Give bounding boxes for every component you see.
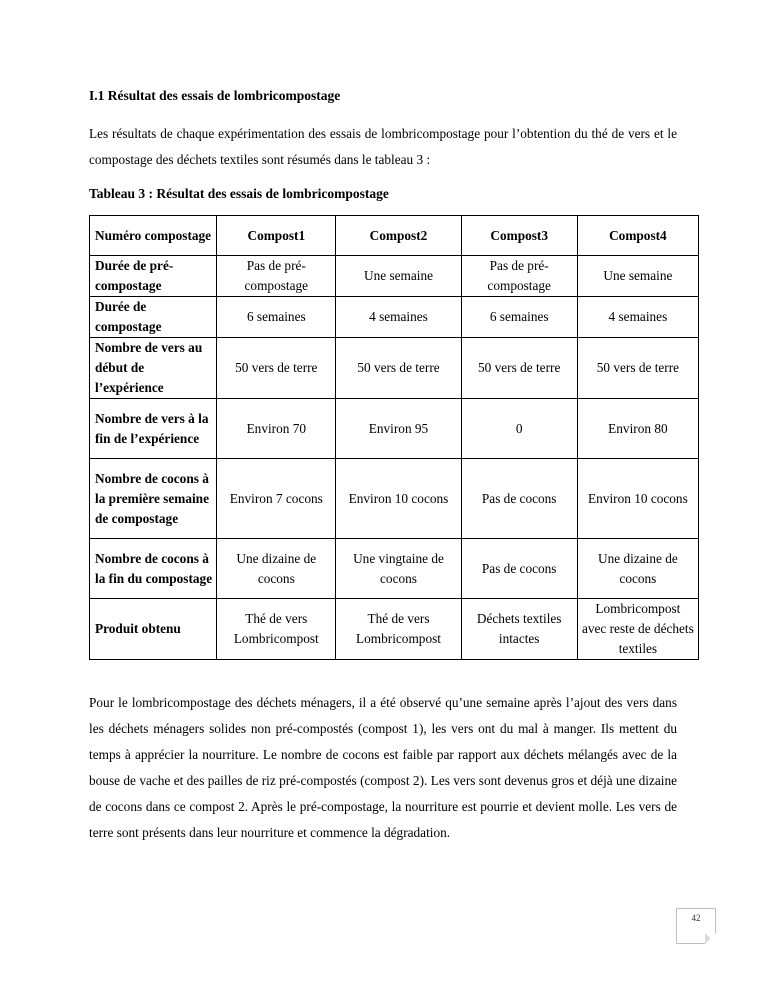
table-cell: 6 semaines [461,297,577,338]
table-cell: 4 semaines [577,297,698,338]
row-header: Nombre de cocons à la fin du compostage [90,539,217,599]
table-row [90,399,699,459]
table-row [90,459,699,539]
page-number: 42 [691,913,701,923]
table-cell: 50 vers de terre [461,338,577,399]
row-header: Nombre de vers au début de l’expérience [90,338,217,399]
column-header-compost1: Compost1 [217,216,336,256]
table-cell: Thé de vers Lombricompost [217,599,336,660]
table-cell: Une dizaine de cocons [217,539,336,599]
table-cell: Une vingtaine de cocons [336,539,461,599]
table-cell: Une dizaine de cocons [577,539,698,599]
table-row [90,539,699,599]
column-header-compost2: Compost2 [336,216,461,256]
table-cell: 0 [461,399,577,459]
section-title: I.1 Résultat des essais de lombricompostage [89,88,341,103]
body-paragraph: Pour le lombricompostage des déchets ménagers, il a été observé qu’une semaine après l’ajout des vers dans les déchets ménagers solides non pré-compostés (compost 1), les vers ont du mal à manger. Ils mettent du temps à apprécier la nourriture. Le nombre de cocons est faible par rapport aux déchets mélangés avec de la bouse de vache et des pailles de riz pré-compostés (compost 2). Les vers sont devenus gros et déjà une dizaine de cocons dans ce compost 2. Après le pré-compostage, la nourriture est pourrie et devient molle. Les vers de terre sont présents dans leur nourriture et commence la dégradation. [89,695,677,840]
table-cell: Environ 10 cocons [336,459,461,539]
page-fold-shadow [705,933,716,944]
table-cell: 6 semaines [217,297,336,338]
column-header-compost3: Compost3 [461,216,577,256]
table-cell: Pas de pré-compostage [217,256,336,297]
table-cell: 50 vers de terre [217,338,336,399]
results-table [89,215,699,660]
table-cell: Lombricompost avec reste de déchets textiles [577,599,698,660]
column-header-compost4: Compost4 [577,216,698,256]
table-cell: Environ 95 [336,399,461,459]
table-row [90,256,699,297]
row-header: Nombre de cocons à la première semaine de compostage [90,459,217,539]
table-cell: Thé de vers Lombricompost [336,599,461,660]
table-header-row [90,216,699,256]
table-cell: Environ 80 [577,399,698,459]
table-cell: 50 vers de terre [336,338,461,399]
intro-paragraph: Les résultats de chaque expérimentation des essais de lombricompostage pour l’obtention du thé de vers et le compostage des déchets textiles sont résumés dans le tableau 3 : [89,126,677,167]
page-number-box [676,908,716,944]
table-corner-header: Numéro compostage [90,216,217,256]
row-header: Nombre de vers à la fin de l’expérience [90,399,217,459]
table-row [90,338,699,399]
table-cell: Environ 10 cocons [577,459,698,539]
row-header: Durée de compostage [90,297,217,338]
row-header: Durée de pré-compostage [90,256,217,297]
table-cell: 50 vers de terre [577,338,698,399]
table-cell: Une semaine [577,256,698,297]
table-cell: Environ 70 [217,399,336,459]
table-cell: Pas de cocons [461,539,577,599]
table-cell: Déchets textiles intactes [461,599,577,660]
table-cell: Environ 7 cocons [217,459,336,539]
table-cell: Une semaine [336,256,461,297]
row-header: Produit obtenu [90,599,217,660]
table-cell: Pas de pré-compostage [461,256,577,297]
table-row [90,599,699,660]
table-caption: Tableau 3 : Résultat des essais de lombricompostage [89,186,389,201]
table-row [90,297,699,338]
table-cell: Pas de cocons [461,459,577,539]
table-cell: 4 semaines [336,297,461,338]
